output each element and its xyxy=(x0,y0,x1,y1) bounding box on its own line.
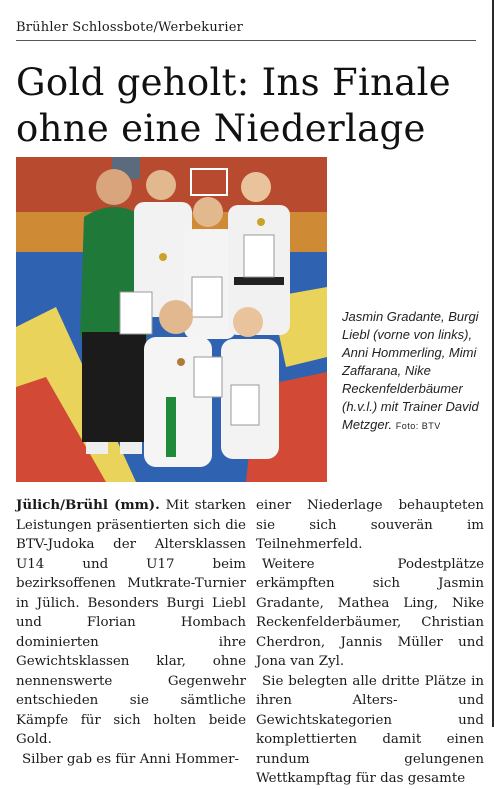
caption-text: Jasmin Gradante, Burgi Liebl (vorne von links), Anni Hommerling, Mimi Zaffarana, Nike Reckenfelderbäumer (h.v.l.) mit Trainer David Metzger. xyxy=(342,309,479,432)
article-column-right xyxy=(256,496,484,789)
article-paragraph xyxy=(16,496,246,750)
paragraph-text: Mit starken Leistungen präsentierten sich die BTV-Judoka der Altersklassen U14 und U17 beim bezirksoffenen Mutkrate-Turnier in Jülich. Besonders Burgi Liebl und Florian Hombach dominierten ihre Gewichtsklassen klar, ohne nennenswerte Gegenwehr entschieden sie sämtliche Kämpfe für sich holten beide Gold. xyxy=(16,498,246,747)
header-rule xyxy=(16,40,476,41)
article-paragraph: Weitere Podestplätze erkämpften sich Jasmin Gradante, Mathea Ling, Nike Reckenfelderbäumer, Christian Cherdron, Jannis Müller und Jona van Zyl. xyxy=(256,556,484,669)
headline xyxy=(16,60,486,152)
headline-line-2: ohne eine Niederlage xyxy=(16,107,426,150)
article-column-left xyxy=(16,496,246,769)
article-paragraph: Sie belegten alle dritte Plätze in ihren Alters- und Gewichtskategorien und komplettierten damit einen rundum gelungenen Wettkampftag für das gesamte xyxy=(256,673,484,786)
photo-credit: Foto: BTV xyxy=(395,421,441,431)
team-photo xyxy=(16,157,327,482)
photo-caption xyxy=(342,308,480,435)
publication-name: Brühler Schlossbote/Werbekurier xyxy=(16,20,243,35)
article-paragraph: Silber gab es für Anni Hommer- xyxy=(22,751,240,767)
article-paragraph: einer Niederlage behaupteten sie sich souverän im Teilnehmerfeld. xyxy=(256,498,484,552)
headline-line-1: Gold geholt: Ins Finale xyxy=(16,61,451,104)
dateline: Jülich/Brühl (mm). xyxy=(16,497,160,513)
